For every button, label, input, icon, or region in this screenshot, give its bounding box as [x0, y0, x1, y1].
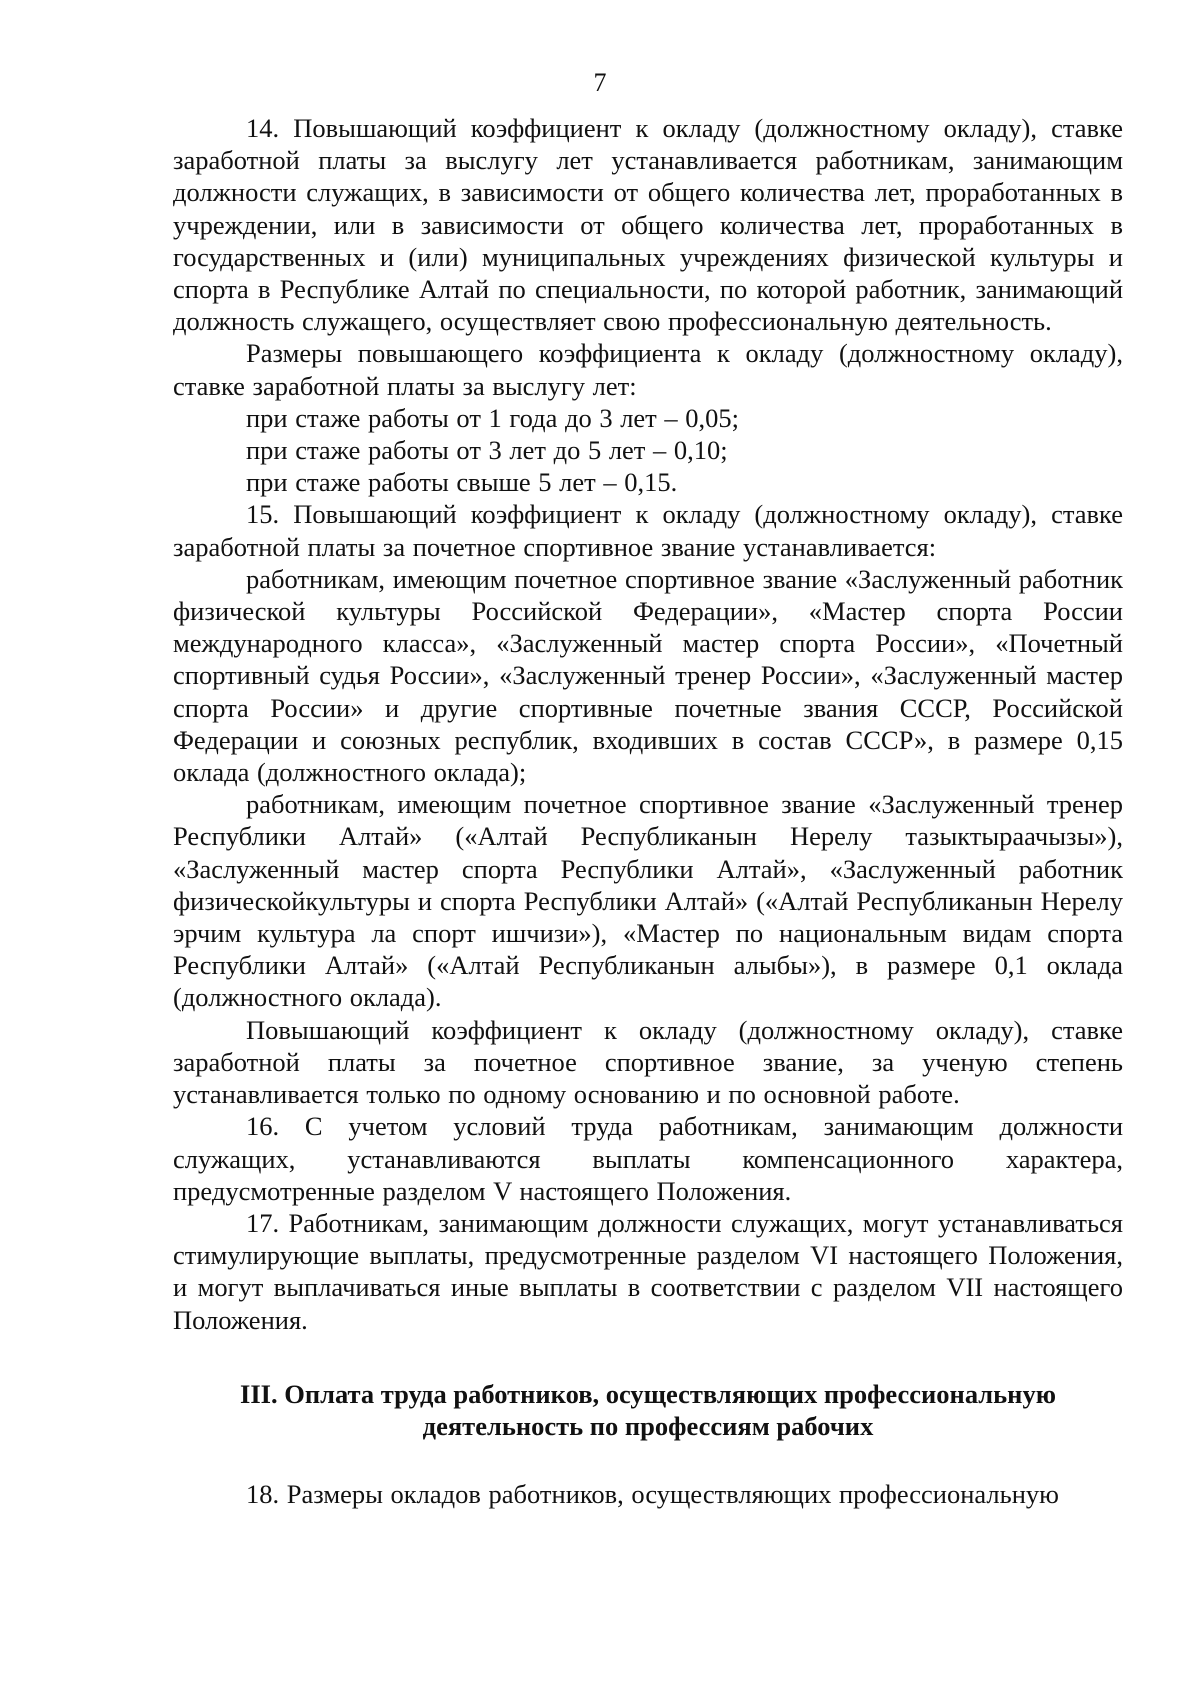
paragraph: работникам, имеющим почетное спортивное звание «Заслуженный тренер Республики Алтай» («Алтай Республиканын Нерелу тазыктыраачызы»), «Заслуженный мастер спорта Республики Алтай», «Заслуженный работник физическойкультуры и спорта Республики Алтай» («Алтай Республиканын Нерелу эрчим культура ла спорт ишчизи»), «Мастер по национальным видам спорта Республики Алтай» («Алтай Республиканын алыбы»), в размере 0,1 оклада (должностного оклада). — [173, 789, 1123, 1013]
paragraph: Размеры повышающего коэффициента к окладу (должностному окладу), ставке заработной платы за выслугу лет: — [173, 338, 1123, 401]
paragraph: работникам, имеющим почетное спортивное звание «Заслуженный работник физической культуры Российской Федерации», «Мастер спорта России международного класса», «Заслуженный мастер спорта России», «Почетный спортивный судья России», «Заслуженный тренер России», «Заслуженный мастер спорта России» и другие спортивные почетные звания СССР, Российской Федерации и союзных республик, входивших в состав СССР», в размере 0,15 оклада (должностного оклада); — [173, 563, 1123, 788]
list-item: при стаже работы от 3 лет до 5 лет – 0,10; — [246, 435, 728, 466]
list-item: при стаже работы свыше 5 лет – 0,15. — [246, 467, 678, 498]
paragraph: 15. Повышающий коэффициент к окладу (должностному окладу), ставке заработной платы за почетное спортивное звание устанавливается: — [173, 499, 1123, 562]
section-heading-line-1: III. Оплата труда работников, осуществляющих профессиональную — [240, 1378, 1056, 1409]
paragraph: Повышающий коэффициент к окладу (должностному окладу), ставке заработной платы за почетное спортивное звание, за ученую степень устанавливается только по одному основанию и по основной работе. — [173, 1014, 1123, 1110]
section-heading-line-2: деятельность по профессиям рабочих — [422, 1410, 874, 1441]
paragraphs-after-heading — [173, 1478, 1123, 1510]
page-number: 7 — [593, 68, 607, 97]
section-heading — [173, 1378, 1123, 1442]
list-item: при стаже работы от 1 года до 3 лет – 0,05; — [246, 402, 740, 433]
document-body — [173, 112, 1123, 1510]
paragraph: 14. Повышающий коэффициент к окладу (должностному окладу), ставке заработной платы за выслугу лет устанавливается работникам, занимающим должности служащих, в зависимости от общего количества лет, проработанных в учреждении, или в зависимости от общего количества лет, проработанных в государственных и (или) муниципальных учреждениях физической культуры и спорта в Республике Алтай по специальности, по которой работник, занимающий должность служащего, осуществляет свою профессиональную деятельность. — [173, 113, 1123, 337]
paragraph: 16. С учетом условий труда работникам, занимающим должности служащих, устанавливаются выплаты компенсационного характера, предусмотренные разделом V настоящего Положения. — [173, 1111, 1123, 1206]
paragraph: 18. Размеры окладов работников, осуществляющих профессиональную — [246, 1479, 1059, 1510]
paragraphs-before-heading — [173, 112, 1123, 1336]
paragraph: 17. Работникам, занимающим должности служащих, могут устанавливаться стимулирующие выплаты, предусмотренные разделом VI настоящего Положения, и могут выплачиваться иные выплаты в соответствии с разделом VII настоящего Положения. — [173, 1207, 1123, 1335]
